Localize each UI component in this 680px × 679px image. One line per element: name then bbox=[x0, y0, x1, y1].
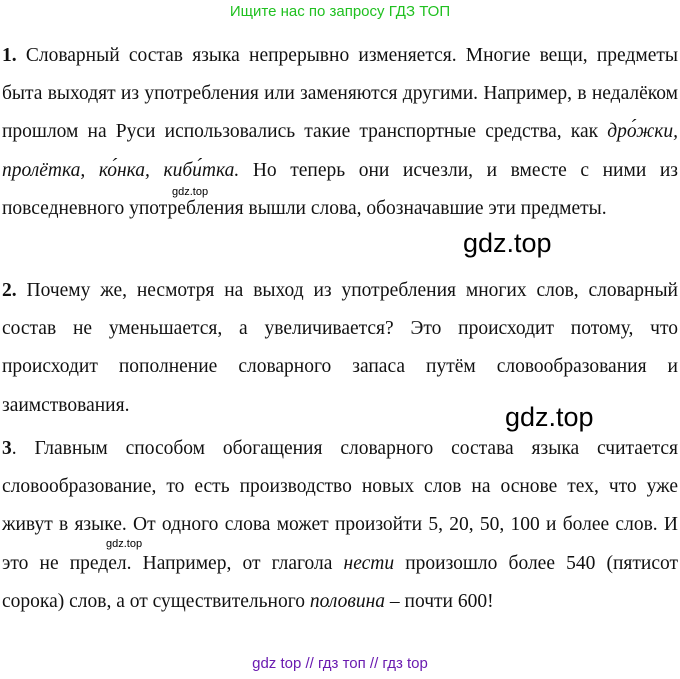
paragraph-text: Словарный состав языка непрерывно изменяется. Многие вещи, предметы быта выходят из употребления или заменяются другими. Например, в недалёком прошлом на Руси использовались такие транспортные средства, как bbox=[2, 45, 678, 143]
paragraph-text: Но теперь они исчезли, и вместе с ними из повседневного употребления вышли слова, обозначавшие эти предметы. bbox=[2, 159, 678, 219]
paragraph-number: 1. bbox=[2, 45, 17, 66]
watermark-small: gdz.top bbox=[172, 186, 209, 198]
top-search-link[interactable]: Ищите нас по запросу ГДЗ ТОП bbox=[229, 3, 451, 20]
paragraph-text: Почему же, несмотря на выход из употребления многих слов, словарный состав не уменьшается, а увеличивается? Это происходит потому, что происходит пополнение словарного запаса путём словообразования и заимствования. bbox=[2, 280, 678, 416]
watermark-large: gdz.top bbox=[463, 228, 552, 258]
paragraph-text: – почти 600! bbox=[385, 590, 494, 612]
italic-examples: дро́жки, пролётка, ко́нка, киби́тка. bbox=[2, 121, 678, 181]
paragraph-3 bbox=[2, 430, 678, 621]
footer-links[interactable]: gdz top // гдз топ // гдз top bbox=[252, 655, 428, 672]
paragraph-number: 3 bbox=[2, 438, 12, 459]
paragraph-text: . Главным способом обогащения словарного состава языка считается словообразование, то есть производство новых слов на основе тех, что уже живут в языке. От одного слова может произойти 5, 20, 50, 100 и более слов. И это не предел. Например, от глагола bbox=[2, 438, 678, 574]
paragraph-1 bbox=[2, 37, 678, 228]
paragraph-text: произошло более 540 (пятисот сорока) слов, а от существительного bbox=[2, 552, 679, 612]
paragraph-number: 2. bbox=[2, 280, 17, 301]
italic-word: нести bbox=[343, 552, 395, 574]
watermark-small: gdz.top bbox=[106, 538, 143, 550]
watermark-large: gdz.top bbox=[505, 402, 594, 432]
italic-word: половина bbox=[309, 590, 386, 612]
